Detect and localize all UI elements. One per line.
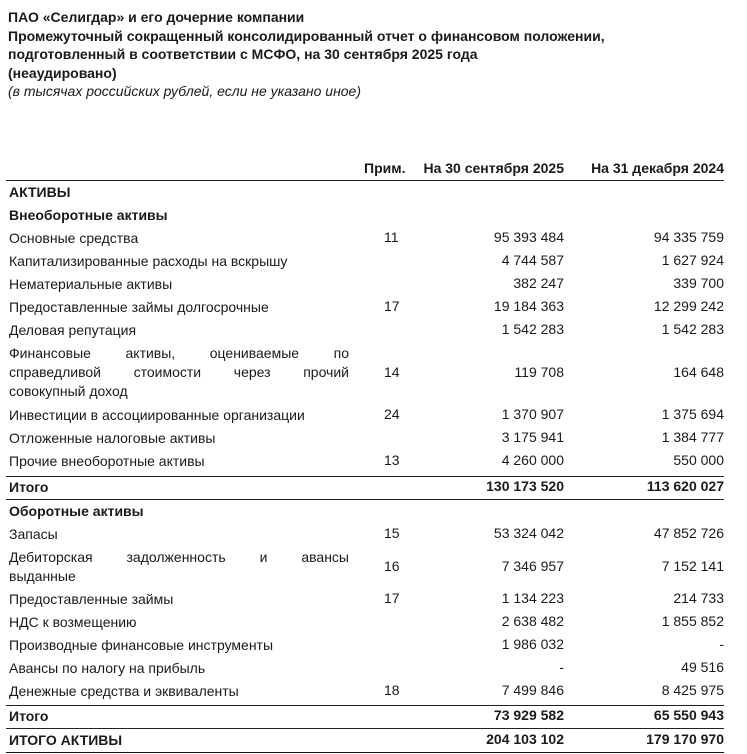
table-row: Предоставленные займы 17 1 134 223 214 733: [9, 590, 724, 607]
table-row: Предоставленные займы долгосрочные 17 19 184 363 12 299 242: [9, 298, 724, 315]
balance-sheet-table: [6, 158, 724, 748]
table-row: Прочие внеоборотные активы 13 4 260 000 550 000: [9, 452, 724, 469]
table-row: Капитализированные расходы на вскрышу 4 744 587 1 627 924: [9, 252, 724, 269]
header-rule: [6, 180, 724, 181]
subtotal-rule: [6, 499, 724, 500]
subtotal-rule: [6, 705, 724, 706]
section-noncurrent: Внеоборотные активы: [9, 207, 168, 223]
table-row: Деловая репутация 1 542 283 1 542 283: [9, 321, 724, 338]
table-row: Производные финансовые инструменты 1 986 032 -: [9, 636, 724, 653]
table-row: Нематериальные активы 382 247 339 700: [9, 275, 724, 292]
table-row: Отложенные налоговые активы 3 175 941 1 384 777: [9, 429, 724, 446]
grand-total-rule: [6, 752, 724, 753]
current-total-row: Итого 73 929 582 65 550 943: [9, 707, 724, 724]
section-current: Оборотные активы: [9, 503, 144, 519]
table-row: Авансы по налогу на прибыль - 49 516: [9, 659, 724, 676]
units-note: (в тысячах российских рублей, если не указано иное): [8, 83, 362, 99]
section-assets: АКТИВЫ: [9, 184, 71, 200]
report-title-line-3: (неаудировано): [8, 64, 117, 81]
col-note-header: Прим.: [364, 160, 406, 176]
column-header-row: [6, 158, 724, 180]
report-title-line-1: Промежуточный сокращенный консолидированный отчет о финансовом положении,: [8, 27, 605, 44]
report-title-line-2: подготовленный в соответствии с МСФО, на 30 сентября 2025 года: [8, 46, 478, 62]
table-row: Основные средства 11 95 393 484 94 335 759: [9, 229, 724, 246]
subtotal-rule: [6, 728, 724, 729]
subtotal-rule: [6, 476, 724, 477]
table-row: Инвестиции в ассоциированные организации 24 1 370 907 1 375 694: [9, 406, 724, 423]
table-row: Финансовые активы, оцениваемые по справедливой стоимости через прочий совокупный доход 14 119 708 164 648: [9, 345, 724, 399]
table-row: Дебиторская задолженность и авансы выданные 16 7 346 957 7 152 141: [9, 549, 724, 584]
col-current-header: На 30 сентября 2025: [423, 160, 564, 176]
table-row: Денежные средства и эквиваленты 18 7 499 846 8 425 975: [9, 682, 724, 699]
grand-total-row: ИТОГО АКТИВЫ 204 103 102 179 170 970: [9, 731, 724, 748]
col-previous-header: На 31 декабря 2024: [591, 160, 724, 176]
table-row: Запасы 15 53 324 042 47 852 726: [9, 525, 724, 542]
table-row: НДС к возмещению 2 638 482 1 855 852: [9, 613, 724, 630]
company-name: ПАО «Селигдар» и его дочерние компании: [8, 9, 305, 25]
report-header: [8, 8, 708, 101]
noncurrent-total-row: Итого 130 173 520 113 620 027: [9, 478, 724, 495]
